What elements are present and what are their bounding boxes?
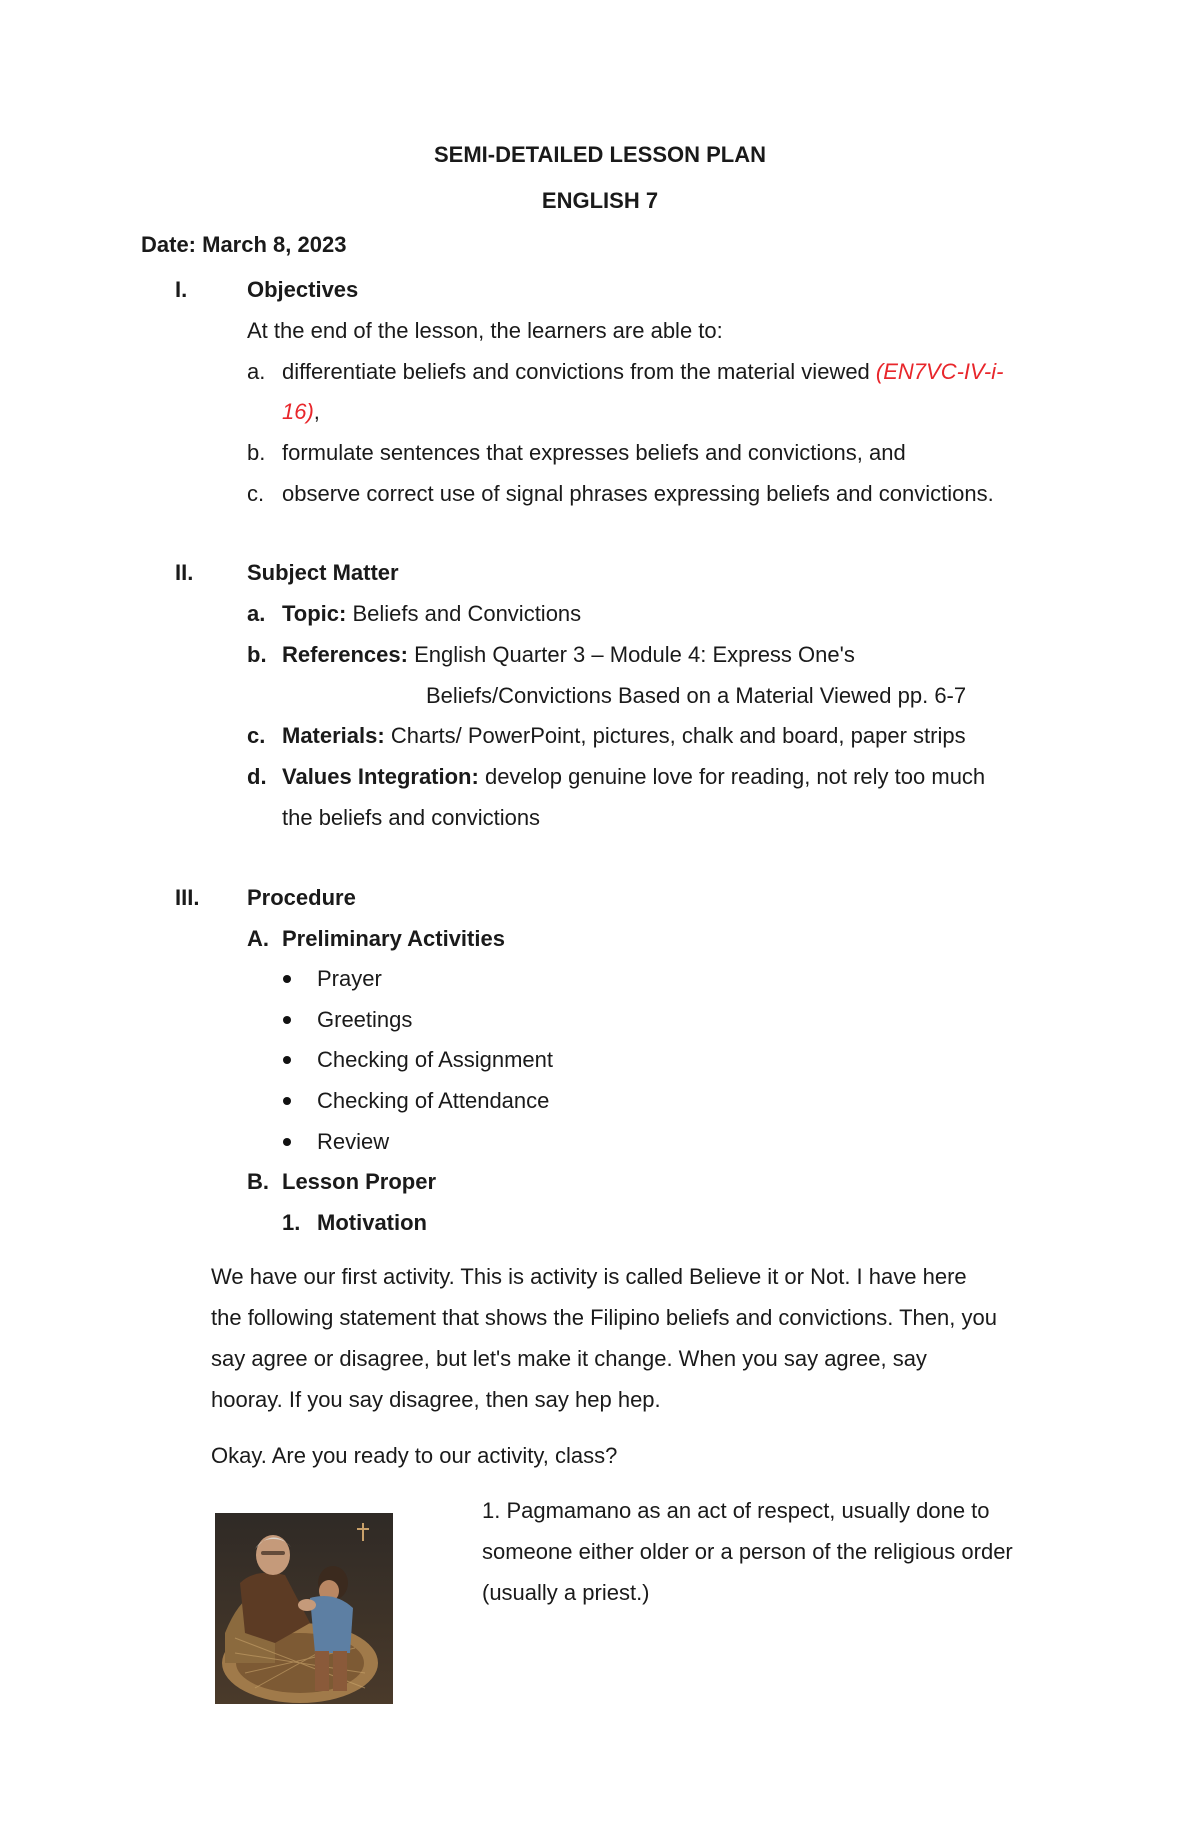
- objectives-intro: At the end of the lesson, the learners are able to:: [247, 318, 723, 343]
- section-number-subject-matter: II.: [175, 560, 194, 585]
- preliminary-item: Checking of Assignment: [317, 1047, 554, 1072]
- subject-marker-b: b.: [247, 642, 267, 667]
- preliminary-item: Greetings: [317, 1007, 413, 1032]
- document-subject: ENGLISH 7: [541, 188, 659, 213]
- objective-b-text: formulate sentences that expresses beliefs and convictions, and: [282, 440, 906, 465]
- lesson-date: Date: March 8, 2023: [141, 232, 347, 257]
- subject-references-continuation: Beliefs/Convictions Based on a Material Viewed pp. 6-7: [426, 683, 967, 708]
- section-heading-objectives: Objectives: [247, 277, 359, 302]
- section-number-procedure: III.: [175, 885, 200, 910]
- objective-marker-a: a.: [247, 359, 266, 384]
- subject-values-continuation: the beliefs and convictions: [282, 805, 541, 830]
- subject-marker-a: a.: [247, 601, 266, 626]
- bullet-icon: [283, 975, 291, 983]
- motivation-line: We have our first activity. This is activity is called Believe it or Not. I have here: [211, 1264, 967, 1289]
- motivation-marker: 1.: [282, 1210, 301, 1235]
- objective-c-text: observe correct use of signal phrases expressing beliefs and convictions.: [282, 481, 994, 506]
- lesson-proper-heading: Lesson Proper: [282, 1169, 437, 1194]
- competency-code-end: 16): [282, 399, 314, 424]
- document-title: SEMI-DETAILED LESSON PLAN: [433, 142, 767, 167]
- objective-a-text: differentiate beliefs and convictions from the material viewed (EN7VC-IV-i-: [282, 359, 1004, 384]
- objective-marker-c: c.: [247, 481, 265, 506]
- pagmamano-painting: [215, 1513, 393, 1704]
- statement-line: someone either older or a person of the religious order: [482, 1539, 1013, 1564]
- subject-marker-c: c.: [247, 723, 266, 748]
- competency-code: (EN7VC-IV-i-: [875, 359, 1004, 384]
- lesson-proper-marker: B.: [247, 1169, 269, 1194]
- activity-prompt: Okay. Are you ready to our activity, class?: [211, 1443, 618, 1468]
- section-heading-subject-matter: Subject Matter: [247, 560, 399, 585]
- section-heading-procedure: Procedure: [247, 885, 356, 910]
- preliminary-item: Review: [317, 1129, 390, 1154]
- subject-materials: Materials: Charts/ PowerPoint, pictures, chalk and board, paper strips: [282, 723, 966, 748]
- preliminary-item: Checking of Attendance: [317, 1088, 550, 1113]
- objective-marker-b: b.: [247, 440, 266, 465]
- bullet-icon: [283, 1056, 291, 1064]
- subject-marker-d: d.: [247, 764, 267, 789]
- motivation-line: hooray. If you say disagree, then say hep hep.: [211, 1387, 661, 1412]
- statement-line: 1. Pagmamano as an act of respect, usually done to: [482, 1498, 990, 1523]
- bullet-icon: [283, 1138, 291, 1146]
- subject-references: References: English Quarter 3 – Module 4: Express One's: [282, 642, 855, 667]
- motivation-line: say agree or disagree, but let's make it change. When you say agree, say: [211, 1346, 927, 1371]
- preliminary-heading: Preliminary Activities: [282, 926, 505, 951]
- bullet-icon: [283, 1097, 291, 1105]
- bullet-icon: [283, 1016, 291, 1024]
- statement-line: (usually a priest.): [482, 1580, 650, 1605]
- motivation-heading: Motivation: [317, 1210, 427, 1235]
- motivation-line: the following statement that shows the Filipino beliefs and convictions. Then, you: [211, 1305, 997, 1330]
- section-number-objectives: I.: [175, 277, 188, 302]
- subject-values-integration: Values Integration: develop genuine love for reading, not rely too much: [282, 764, 986, 789]
- subject-topic: Topic: Beliefs and Convictions: [282, 601, 582, 626]
- objective-a-continuation: 16),: [282, 399, 320, 424]
- preliminary-marker: A.: [247, 926, 269, 951]
- preliminary-item: Prayer: [317, 966, 382, 991]
